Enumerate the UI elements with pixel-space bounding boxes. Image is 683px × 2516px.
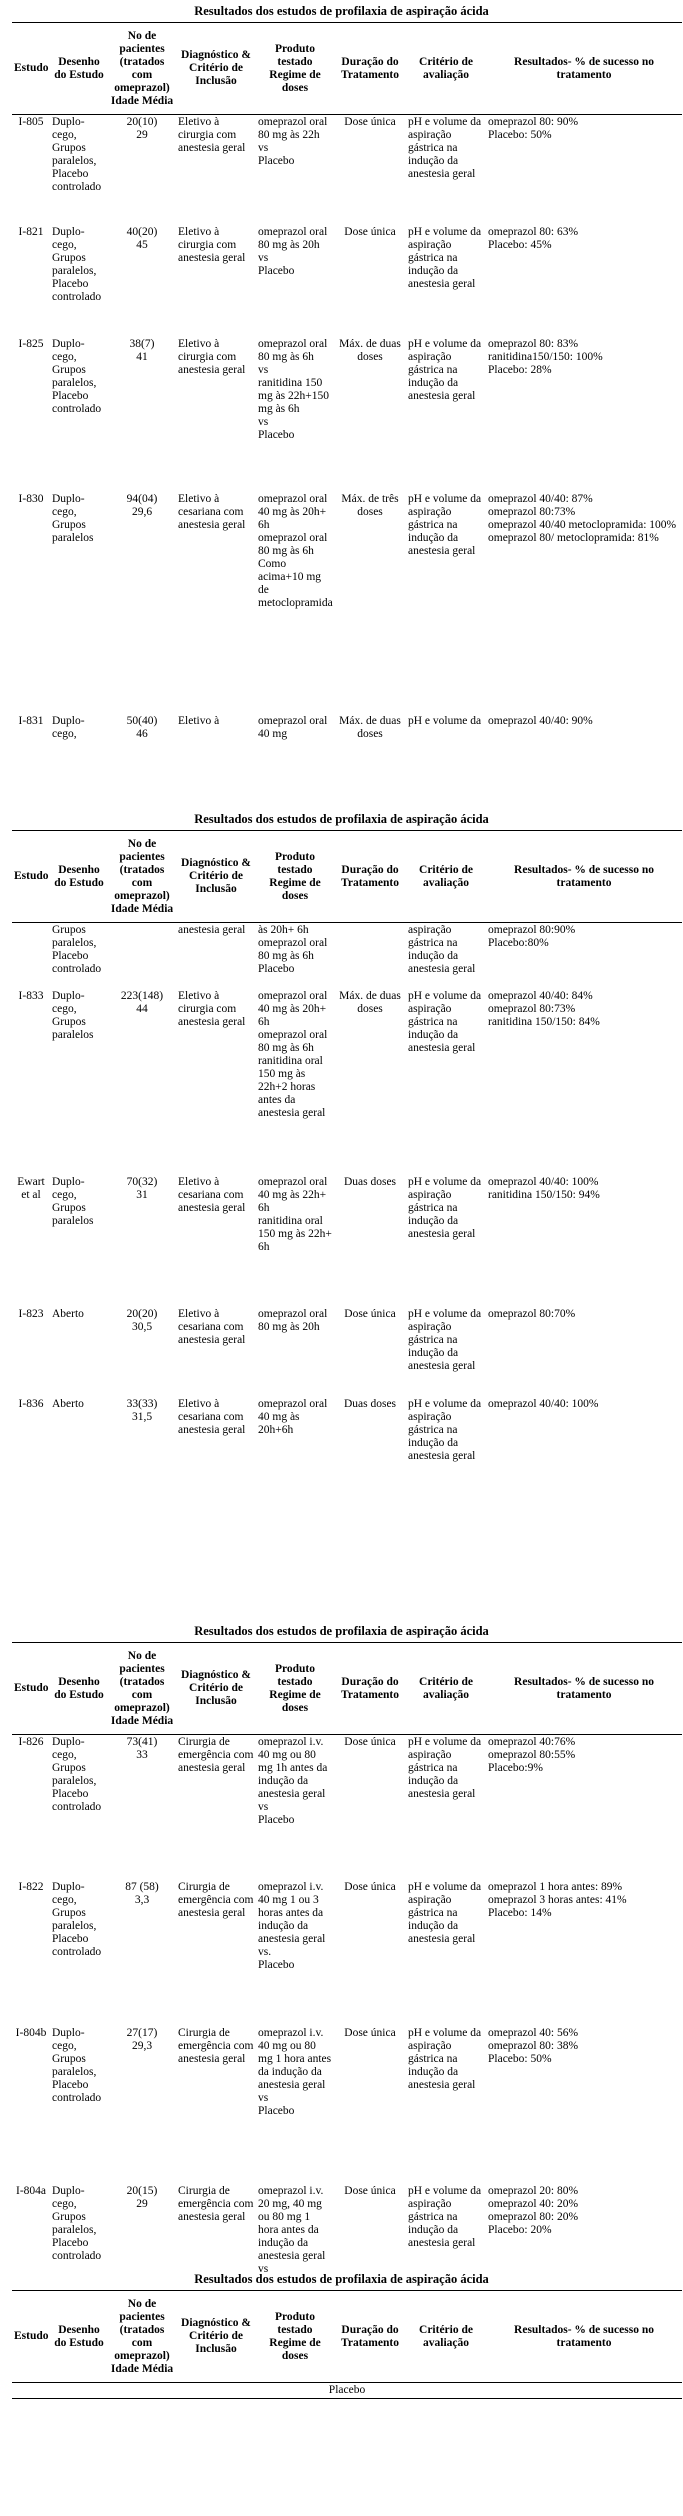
table-title: Resultados dos estudos de profilaxia de aspiração ácida <box>194 812 489 826</box>
cell-diagnostico: Cirurgia de emergência com anestesia geral <box>178 1736 254 1774</box>
cell-pacientes <box>108 923 176 989</box>
column-header: Estudo <box>14 870 49 882</box>
cell-criterio: aspiração gástrica na indução da anestesia geral <box>408 924 476 975</box>
cell-diagnostico: Cirurgia de emergência com anestesia geral <box>178 2184 254 2223</box>
cell-desenho: Grupos paralelos, Placebo controlado <box>52 924 102 975</box>
table-row <box>12 714 682 754</box>
cell-pacientes: 20(10) 29 <box>126 116 158 141</box>
column-header: Diagnóstico & Critério de Inclusão <box>181 857 251 895</box>
cell-pacientes: 223(148) 44 <box>120 989 164 1015</box>
column-header: Desenho do Estudo <box>54 1675 104 1701</box>
column-header: Duração do Tratamento <box>341 2323 399 2349</box>
cell-estudo: I-830 <box>18 492 44 505</box>
cell-estudo: I-826 <box>18 1736 44 1748</box>
column-header: Critério de avaliação <box>419 863 473 889</box>
cell-criterio: pH e volume da aspiração gástrica na indução da anestesia geral <box>408 2184 482 2249</box>
cell-duracao: Dose única <box>344 1736 396 1748</box>
column-header: Estudo <box>14 2330 49 2342</box>
cell-duracao: Máx. de duas doses <box>339 714 401 740</box>
cell-resultados: omeprazol 40:76% omeprazol 80:55% Placebo:9% <box>488 1736 576 1774</box>
cell-resultados: omeprazol 40/40: 84% omeprazol 80:73% ranitidina 150/150: 84% <box>488 989 600 1028</box>
cell-criterio: pH e volume da aspiração gástrica na indução da anestesia geral <box>408 1175 482 1240</box>
cell-resultados: omeprazol 80:90% Placebo:80% <box>488 924 576 949</box>
cell-criterio: pH e volume da aspiração gástrica na indução da anestesia geral <box>408 1397 482 1462</box>
cell-diagnostico: Eletivo à cesariana com anestesia geral <box>178 1307 246 1346</box>
cell-estudo: I-822 <box>18 1880 44 1893</box>
cell-resultados: omeprazol 80: 63% Placebo: 45% <box>488 225 579 251</box>
cell-produto: omeprazol oral 80 mg às 20h vs Placebo <box>258 225 328 277</box>
cell-desenho: Duplo-cego, Grupos paralelos, Placebo controlado <box>52 116 102 193</box>
column-header: Resultados- % de sucesso no tratamento <box>514 863 654 889</box>
column-header: No de pacientes (tratados com omeprazol) Idade Média <box>110 2297 174 2375</box>
cell-estudo: I-805 <box>18 116 44 128</box>
results-table <box>12 830 682 1517</box>
column-header: No de pacientes (tratados com omeprazol) Idade Média <box>110 1649 174 1727</box>
column-header: Desenho do Estudo <box>54 2323 104 2349</box>
cell-estudo: I-831 <box>18 714 44 727</box>
cell-diagnostico: Cirurgia de emergência com anestesia geral <box>178 1880 254 1919</box>
cell-criterio: pH e volume da aspiração gástrica na indução da anestesia geral <box>408 1736 482 1800</box>
column-header: Produto testado Regime de doses <box>269 1662 321 1714</box>
table-row <box>12 115 682 225</box>
table-title: Resultados dos estudos de profilaxia de aspiração ácida <box>194 4 489 18</box>
column-header: Diagnóstico & Critério de Inclusão <box>181 2317 251 2355</box>
cell-duracao: Dose única <box>344 1880 396 1893</box>
cell-diagnostico: Cirurgia de emergência com anestesia geral <box>178 2026 254 2065</box>
cell-resultados: omeprazol 40/40: 100% ranitidina 150/150: 94% <box>488 1175 600 1201</box>
cell-diagnostico: Eletivo à cirurgia com anestesia geral <box>178 337 246 376</box>
column-header: Duração do Tratamento <box>341 863 399 889</box>
column-header: Resultados- % de sucesso no tratamento <box>514 55 654 81</box>
table-row <box>12 1307 682 1397</box>
cell-resultados: omeprazol 80: 83% ranitidina150/150: 100% Placebo: 28% <box>488 337 603 376</box>
cell-pacientes: 40(20) 45 <box>126 225 158 251</box>
cell-duracao: Dose única <box>344 225 396 238</box>
cell-produto: omeprazol oral 40 mg às 20h+ 6h omeprazol oral 80 mg às 6h ranitidina oral 150 mg às 22h+2 horas antes da anestesia geral <box>258 989 328 1119</box>
cell-resultados: omeprazol 40/40: 90% <box>488 714 593 727</box>
table-title: Resultados dos estudos de profilaxia de aspiração ácida <box>194 1624 489 1638</box>
table-row <box>12 1735 682 1880</box>
cell-diagnostico: Eletivo à cesariana com anestesia geral <box>178 1175 246 1214</box>
column-header: Produto testado Regime de doses <box>269 850 321 902</box>
cell-diagnostico: Eletivo à cirurgia com anestesia geral <box>178 116 246 154</box>
cell-estudo: I-804b <box>15 2026 47 2039</box>
cell-estudo: I-833 <box>18 989 44 1002</box>
cell-diagnostico: Eletivo à cesariana com anestesia geral <box>178 1397 246 1436</box>
cell-duracao: Dose única <box>344 116 396 128</box>
column-header: Produto testado Regime de doses <box>269 42 321 94</box>
cell-resultados: omeprazol 80:70% <box>488 1307 576 1320</box>
cell-duracao: Máx. de duas doses <box>339 337 401 363</box>
cell-resultados: omeprazol 80: 90% Placebo: 50% <box>488 116 579 141</box>
cell-produto: omeprazol oral 80 mg às 20h <box>258 1307 328 1333</box>
column-header: Diagnóstico & Critério de Inclusão <box>181 1669 251 1707</box>
cell-desenho: Duplo-cego, Grupos paralelos, Placebo controlado <box>52 1736 102 1813</box>
table-row <box>12 923 682 989</box>
table-row <box>12 337 682 492</box>
column-header: Resultados- % de sucesso no tratamento <box>514 1675 654 1701</box>
cell-desenho: Duplo-cego, Grupos paralelos <box>52 492 94 544</box>
cell-pacientes: 87 (58) 3,3 <box>125 1880 159 1906</box>
table-row <box>12 1175 682 1307</box>
cell-resultados: omeprazol 40/40: 87% omeprazol 80:73% omeprazol 40/40 metoclopramida: 100% omeprazol 80/ metoclopramida: 81% <box>488 492 677 544</box>
cell-produto: às 20h+ 6h omeprazol oral 80 mg às 6h Placebo <box>258 924 328 975</box>
cell-pacientes: 27(17) 29,3 <box>126 2026 158 2052</box>
column-header: Produto testado Regime de doses <box>269 2310 321 2362</box>
cell-desenho: Duplo-cego, <box>52 714 85 740</box>
results-table <box>12 2290 682 2399</box>
cell-criterio: pH e volume da aspiração gástrica na indução da anestesia geral <box>408 989 482 1054</box>
cell-produto: omeprazol oral 40 mg <box>258 714 328 740</box>
cell-estudo: I-836 <box>18 1397 44 1410</box>
results-table <box>12 1642 682 2324</box>
cell-duracao: Dose única <box>344 2184 396 2197</box>
cell-pacientes: 50(40) 46 <box>126 714 158 740</box>
cell-desenho: Aberto <box>52 1307 84 1320</box>
cell-duracao: Máx. de duas doses <box>339 989 401 1015</box>
cell-diagnostico: anestesia geral <box>178 924 246 936</box>
cell-produto: omeprazol oral 40 mg às 20h+ 6h omeprazol oral 80 mg às 6h Como acima+10 mg de metoclopramida <box>258 492 333 609</box>
cell-desenho: Duplo-cego, Grupos paralelos, Placebo controlado <box>52 225 102 303</box>
cell-produto: omeprazol oral 80 mg às 22h vs Placebo <box>258 116 328 167</box>
cell-pacientes: 70(32) 31 <box>126 1175 158 1201</box>
column-header: Estudo <box>14 62 49 74</box>
cell-criterio: pH e volume da aspiração gástrica na indução da anestesia geral <box>408 1307 482 1372</box>
table-row <box>12 2026 682 2184</box>
cell-duracao: Máx. de três doses <box>341 492 399 518</box>
cell-desenho: Duplo-cego, Grupos paralelos, Placebo controlado <box>52 2184 102 2262</box>
cell-estudo: Ewart et al <box>17 1175 45 1201</box>
cell-duracao: Duas doses <box>343 1397 397 1410</box>
column-header: No de pacientes (tratados com omeprazol) Idade Média <box>110 837 174 915</box>
table-row <box>12 1880 682 2026</box>
cell-resultados: omeprazol 1 hora antes: 89% omeprazol 3 horas antes: 41% Placebo: 14% <box>488 1880 627 1919</box>
column-header: Diagnóstico & Critério de Inclusão <box>181 49 251 87</box>
cell-duracao: Dose única <box>344 1307 396 1320</box>
cell-criterio: pH e volume da <box>408 714 482 727</box>
column-header: Estudo <box>14 1682 49 1694</box>
cell-criterio: pH e volume da aspiração gástrica na indução da anestesia geral <box>408 1880 482 1945</box>
cell-produto: omeprazol oral 40 mg às 20h+6h <box>258 1397 328 1436</box>
cell-diagnostico: Eletivo à <box>178 714 220 727</box>
cell-produto: omeprazol oral 80 mg às 6h vs ranitidina 150 mg às 22h+150 mg às 6h vs Placebo <box>258 337 330 441</box>
cell-estudo: I-823 <box>18 1307 44 1320</box>
cell-criterio: pH e volume da aspiração gástrica na indução da anestesia geral <box>408 225 482 290</box>
column-header: Duração do Tratamento <box>341 1675 399 1701</box>
table-row <box>12 1397 682 1517</box>
cell-resultados: omeprazol 40/40: 100% <box>488 1397 599 1410</box>
table-row <box>12 225 682 337</box>
cell-resultados: omeprazol 20: 80% omeprazol 40: 20% omeprazol 80: 20% Placebo: 20% <box>488 2184 579 2236</box>
cell-desenho: Aberto <box>52 1397 84 1410</box>
cell-diagnostico: Eletivo à cirurgia com anestesia geral <box>178 225 246 264</box>
cell-pacientes: 20(15) 29 <box>126 2184 158 2210</box>
table-row <box>12 492 682 714</box>
cell-diagnostico: Eletivo à cirurgia com anestesia geral <box>178 989 246 1028</box>
cell-diagnostico: Eletivo à cesariana com anestesia geral <box>178 492 246 531</box>
cell-estudo <box>12 923 50 989</box>
cell-produto: omeprazol i.v. 20 mg, 40 mg ou 80 mg 1 hora antes da indução da anestesia geral vs <box>258 2184 326 2275</box>
column-header: Desenho do Estudo <box>54 55 104 81</box>
cell-produto: omeprazol i.v. 40 mg ou 80 mg 1 hora antes da indução da anestesia geral vs Placebo <box>258 2026 332 2117</box>
column-header: Critério de avaliação <box>419 1675 473 1701</box>
cell-pacientes: 33(33) 31,5 <box>126 1397 158 1423</box>
cell-estudo: I-804a <box>15 2184 46 2197</box>
continuation-text: Placebo <box>328 2384 366 2396</box>
column-header: Critério de avaliação <box>419 2323 473 2349</box>
column-header: Desenho do Estudo <box>54 863 104 889</box>
cell-desenho: Duplo-cego, Grupos paralelos, Placebo controlado <box>52 337 102 415</box>
cell-criterio: pH e volume da aspiração gástrica na indução da anestesia geral <box>408 2026 482 2091</box>
results-table <box>12 22 682 754</box>
column-header: Duração do Tratamento <box>341 55 399 81</box>
cell-produto: omeprazol i.v. 40 mg 1 ou 3 horas antes da indução da anestesia geral vs. Placebo <box>258 1880 326 1971</box>
cell-criterio: pH e volume da aspiração gástrica na indução da anestesia geral <box>408 337 482 402</box>
cell-pacientes: 38(7) 41 <box>129 337 155 363</box>
column-header: Resultados- % de sucesso no tratamento <box>514 2323 654 2349</box>
table-row <box>12 989 682 1175</box>
cell-desenho: Duplo-cego, Grupos paralelos <box>52 1175 94 1227</box>
cell-duracao <box>334 923 406 989</box>
cell-desenho: Duplo-cego, Grupos paralelos, Placebo controlado <box>52 2026 102 2104</box>
cell-estudo: I-825 <box>18 337 44 350</box>
cell-pacientes: 73(41) 33 <box>126 1736 158 1761</box>
cell-pacientes: 20(20) 30,5 <box>126 1307 158 1333</box>
column-header: Critério de avaliação <box>419 55 473 81</box>
table-title: Resultados dos estudos de profilaxia de aspiração ácida <box>194 2272 489 2286</box>
cell-resultados: omeprazol 40: 56% omeprazol 80: 38% Placebo: 50% <box>488 2026 579 2065</box>
cell-duracao: Duas doses <box>343 1175 397 1188</box>
cell-produto: omeprazol oral 40 mg às 22h+ 6h ranitidina oral 150 mg às 22h+ 6h <box>258 1175 332 1253</box>
cell-produto: omeprazol i.v. 40 mg ou 80 mg 1h antes da indução da anestesia geral vs Placebo <box>258 1736 328 1826</box>
column-header: No de pacientes (tratados com omeprazol) Idade Média <box>110 29 174 107</box>
cell-criterio: pH e volume da aspiração gástrica na indução da anestesia geral <box>408 116 482 180</box>
cell-duracao: Dose única <box>344 2026 396 2039</box>
cell-pacientes: 94(04) 29,6 <box>126 492 158 518</box>
cell-desenho: Duplo-cego, Grupos paralelos, Placebo controlado <box>52 1880 102 1958</box>
cell-criterio: pH e volume da aspiração gástrica na indução da anestesia geral <box>408 492 482 557</box>
cell-estudo: I-821 <box>18 225 44 238</box>
cell-desenho: Duplo-cego, Grupos paralelos <box>52 989 94 1041</box>
